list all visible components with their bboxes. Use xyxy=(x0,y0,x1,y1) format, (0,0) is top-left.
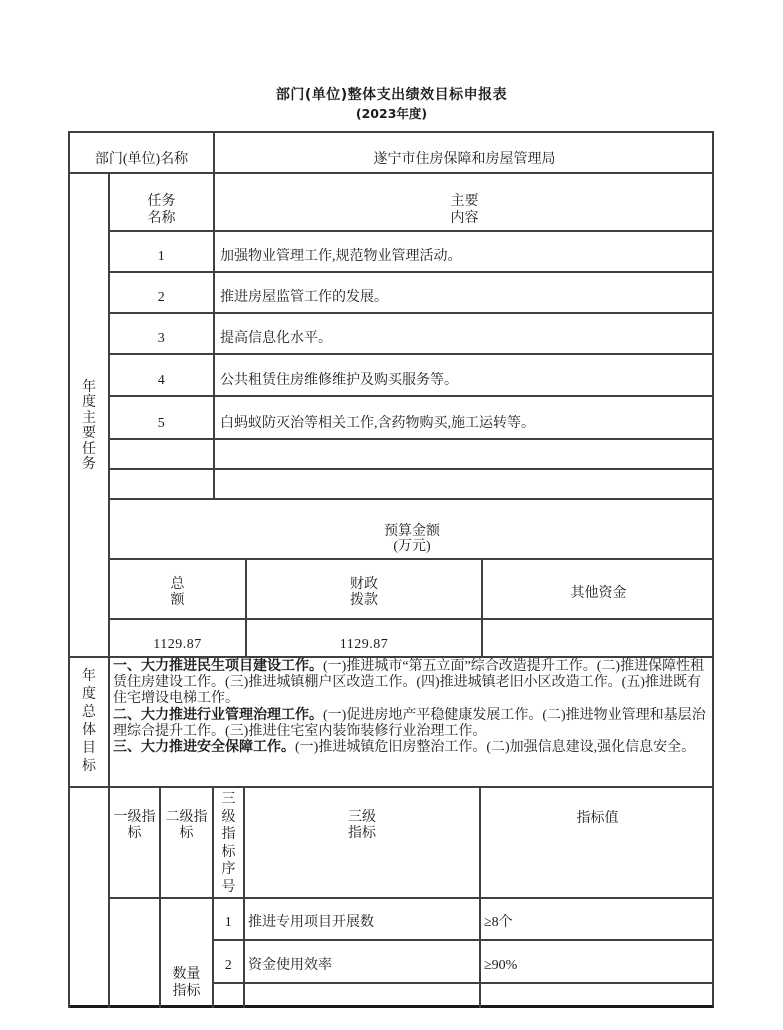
indicator-row-value xyxy=(479,939,714,982)
page-title: 部门(单位)整体支出绩效目标申报表 xyxy=(275,87,508,103)
indicator-row-name xyxy=(243,982,479,1008)
budget-total-header: 总额 xyxy=(170,577,185,608)
budget-other-header: 其他资金 xyxy=(570,585,627,601)
indicator-seq-header: 三级指标序号 xyxy=(221,792,236,895)
indicator-value: ≥8个 xyxy=(484,915,513,930)
indicator-seq: 1 xyxy=(224,915,233,930)
indicator-name: 推进专用项目开展数 xyxy=(248,915,374,930)
task-content: 提高信息化水平。 xyxy=(220,331,332,346)
task-content: 白蚂蚁防灭治等相关工作,含药物购买,施工运转等。 xyxy=(220,416,535,431)
indicator-group-quantity-cell xyxy=(159,897,212,1008)
empty-cell xyxy=(108,438,213,468)
task-row-number xyxy=(108,271,213,312)
dept-name-label: 部门(单位)名称 xyxy=(94,152,189,167)
indicator-value-header-cell xyxy=(479,786,714,897)
task-row-number xyxy=(108,395,213,438)
indicator-row-name xyxy=(243,939,479,982)
indicator-level1-cell xyxy=(108,897,159,1008)
annual-goal-vertical-label-cell xyxy=(68,656,108,786)
goal-rest: (一)促进房地产平稳健康发展工作。(二)推进物业管理和基层治理综合提升工作。(三)推进住宅室内装饰装修行业治理工作。 xyxy=(113,707,706,739)
annual-goal-vertical-label: 年度总体目标 xyxy=(82,669,96,774)
indicator-level3-header: 三级指标 xyxy=(348,810,376,841)
task-content-header-cell xyxy=(213,172,714,230)
annual-tasks-vertical-label-cell xyxy=(68,172,108,656)
goal-lead: 二、大力推进行业管理治理工作。 xyxy=(113,707,323,723)
budget-other-header-cell xyxy=(481,558,714,618)
indicator-row-value xyxy=(479,897,714,939)
task-number: 2 xyxy=(157,290,166,305)
task-row-content xyxy=(213,230,714,271)
dept-name-value-cell xyxy=(213,131,714,172)
task-row-content xyxy=(213,353,714,395)
task-content: 公共租赁住房维修维护及购买服务等。 xyxy=(220,373,458,388)
task-row-number xyxy=(108,230,213,271)
indicator-level2-header-cell xyxy=(159,786,212,897)
task-number: 1 xyxy=(157,249,166,264)
task-number: 5 xyxy=(157,416,166,431)
indicator-level1-header-cell xyxy=(108,786,159,897)
budget-fiscal-value-cell xyxy=(245,618,481,656)
dept-name-label-cell xyxy=(68,131,213,172)
indicator-value: ≥90% xyxy=(484,958,518,973)
indicator-level2-header: 二级指标 xyxy=(165,810,208,841)
task-content: 推进房屋监管工作的发展。 xyxy=(220,290,388,305)
indicator-value-header: 指标值 xyxy=(576,811,619,826)
task-name-header-cell xyxy=(108,172,213,230)
budget-fiscal-value: 1129.87 xyxy=(339,637,389,652)
budget-total-header-cell xyxy=(108,558,245,618)
indicator-row-value xyxy=(479,982,714,1008)
task-row-number xyxy=(108,353,213,395)
budget-fiscal-header: 财政拨款 xyxy=(350,577,378,608)
indicator-row-seq xyxy=(212,982,243,1008)
goal-lead: 三、大力推进安全保障工作。 xyxy=(113,740,295,756)
goal-paragraph xyxy=(113,708,713,740)
indicator-seq-header-cell xyxy=(212,786,243,897)
task-number: 4 xyxy=(157,373,166,388)
empty-cell xyxy=(108,468,213,498)
dept-name-value: 遂宁市住房保障和房屋管理局 xyxy=(373,152,556,167)
goal-paragraph xyxy=(113,659,713,708)
page-subtitle: (2023年度) xyxy=(355,106,428,121)
indicator-level1-header: 一级指标 xyxy=(113,810,156,841)
task-row-content xyxy=(213,271,714,312)
budget-total-value-cell xyxy=(108,618,245,656)
budget-fiscal-header-cell xyxy=(245,558,481,618)
annual-goal-text-cell xyxy=(108,656,714,786)
budget-total-value: 1129.87 xyxy=(153,637,202,652)
indicator-side-cell xyxy=(68,786,108,1008)
budget-header-cell xyxy=(108,498,714,558)
indicator-name: 资金使用效率 xyxy=(248,958,332,973)
annual-tasks-vertical-label: 年度主要任务 xyxy=(82,379,96,472)
budget-header: 预算金额(万元) xyxy=(384,524,440,554)
indicator-seq: 2 xyxy=(224,958,233,973)
empty-cell xyxy=(213,468,714,498)
task-content-header: 主要内容 xyxy=(450,194,479,226)
indicator-group-label: 数量指标 xyxy=(172,967,201,999)
indicator-row-name xyxy=(243,897,479,939)
indicator-level3-header-cell xyxy=(243,786,479,897)
task-row-number xyxy=(108,312,213,353)
goal-lead: 一、大力推进民生项目建设工作。 xyxy=(113,659,323,674)
budget-other-value-cell xyxy=(481,618,714,656)
performance-target-table xyxy=(68,131,714,1008)
indicator-row-seq xyxy=(212,897,243,939)
empty-cell xyxy=(213,438,714,468)
indicator-row-seq xyxy=(212,939,243,982)
task-number: 3 xyxy=(157,331,166,346)
task-name-header: 任务名称 xyxy=(147,194,176,226)
task-row-content xyxy=(213,395,714,438)
goal-rest: (一)推进城镇危旧房整治工作。(二)加强信息建设,强化信息安全。 xyxy=(295,740,696,756)
task-content: 加强物业管理工作,规范物业管理活动。 xyxy=(220,249,462,264)
goal-rest: (一)推进城市“第五立面”综合改造提升工作。(二)推进保障性租赁住房建设工作。(三)推进城镇棚户区改造工作。(四)推进城镇老旧小区改造工作。(五)推进既有住宅增设电梯工作。 xyxy=(113,659,705,707)
goal-paragraph xyxy=(113,740,713,756)
task-row-content xyxy=(213,312,714,353)
